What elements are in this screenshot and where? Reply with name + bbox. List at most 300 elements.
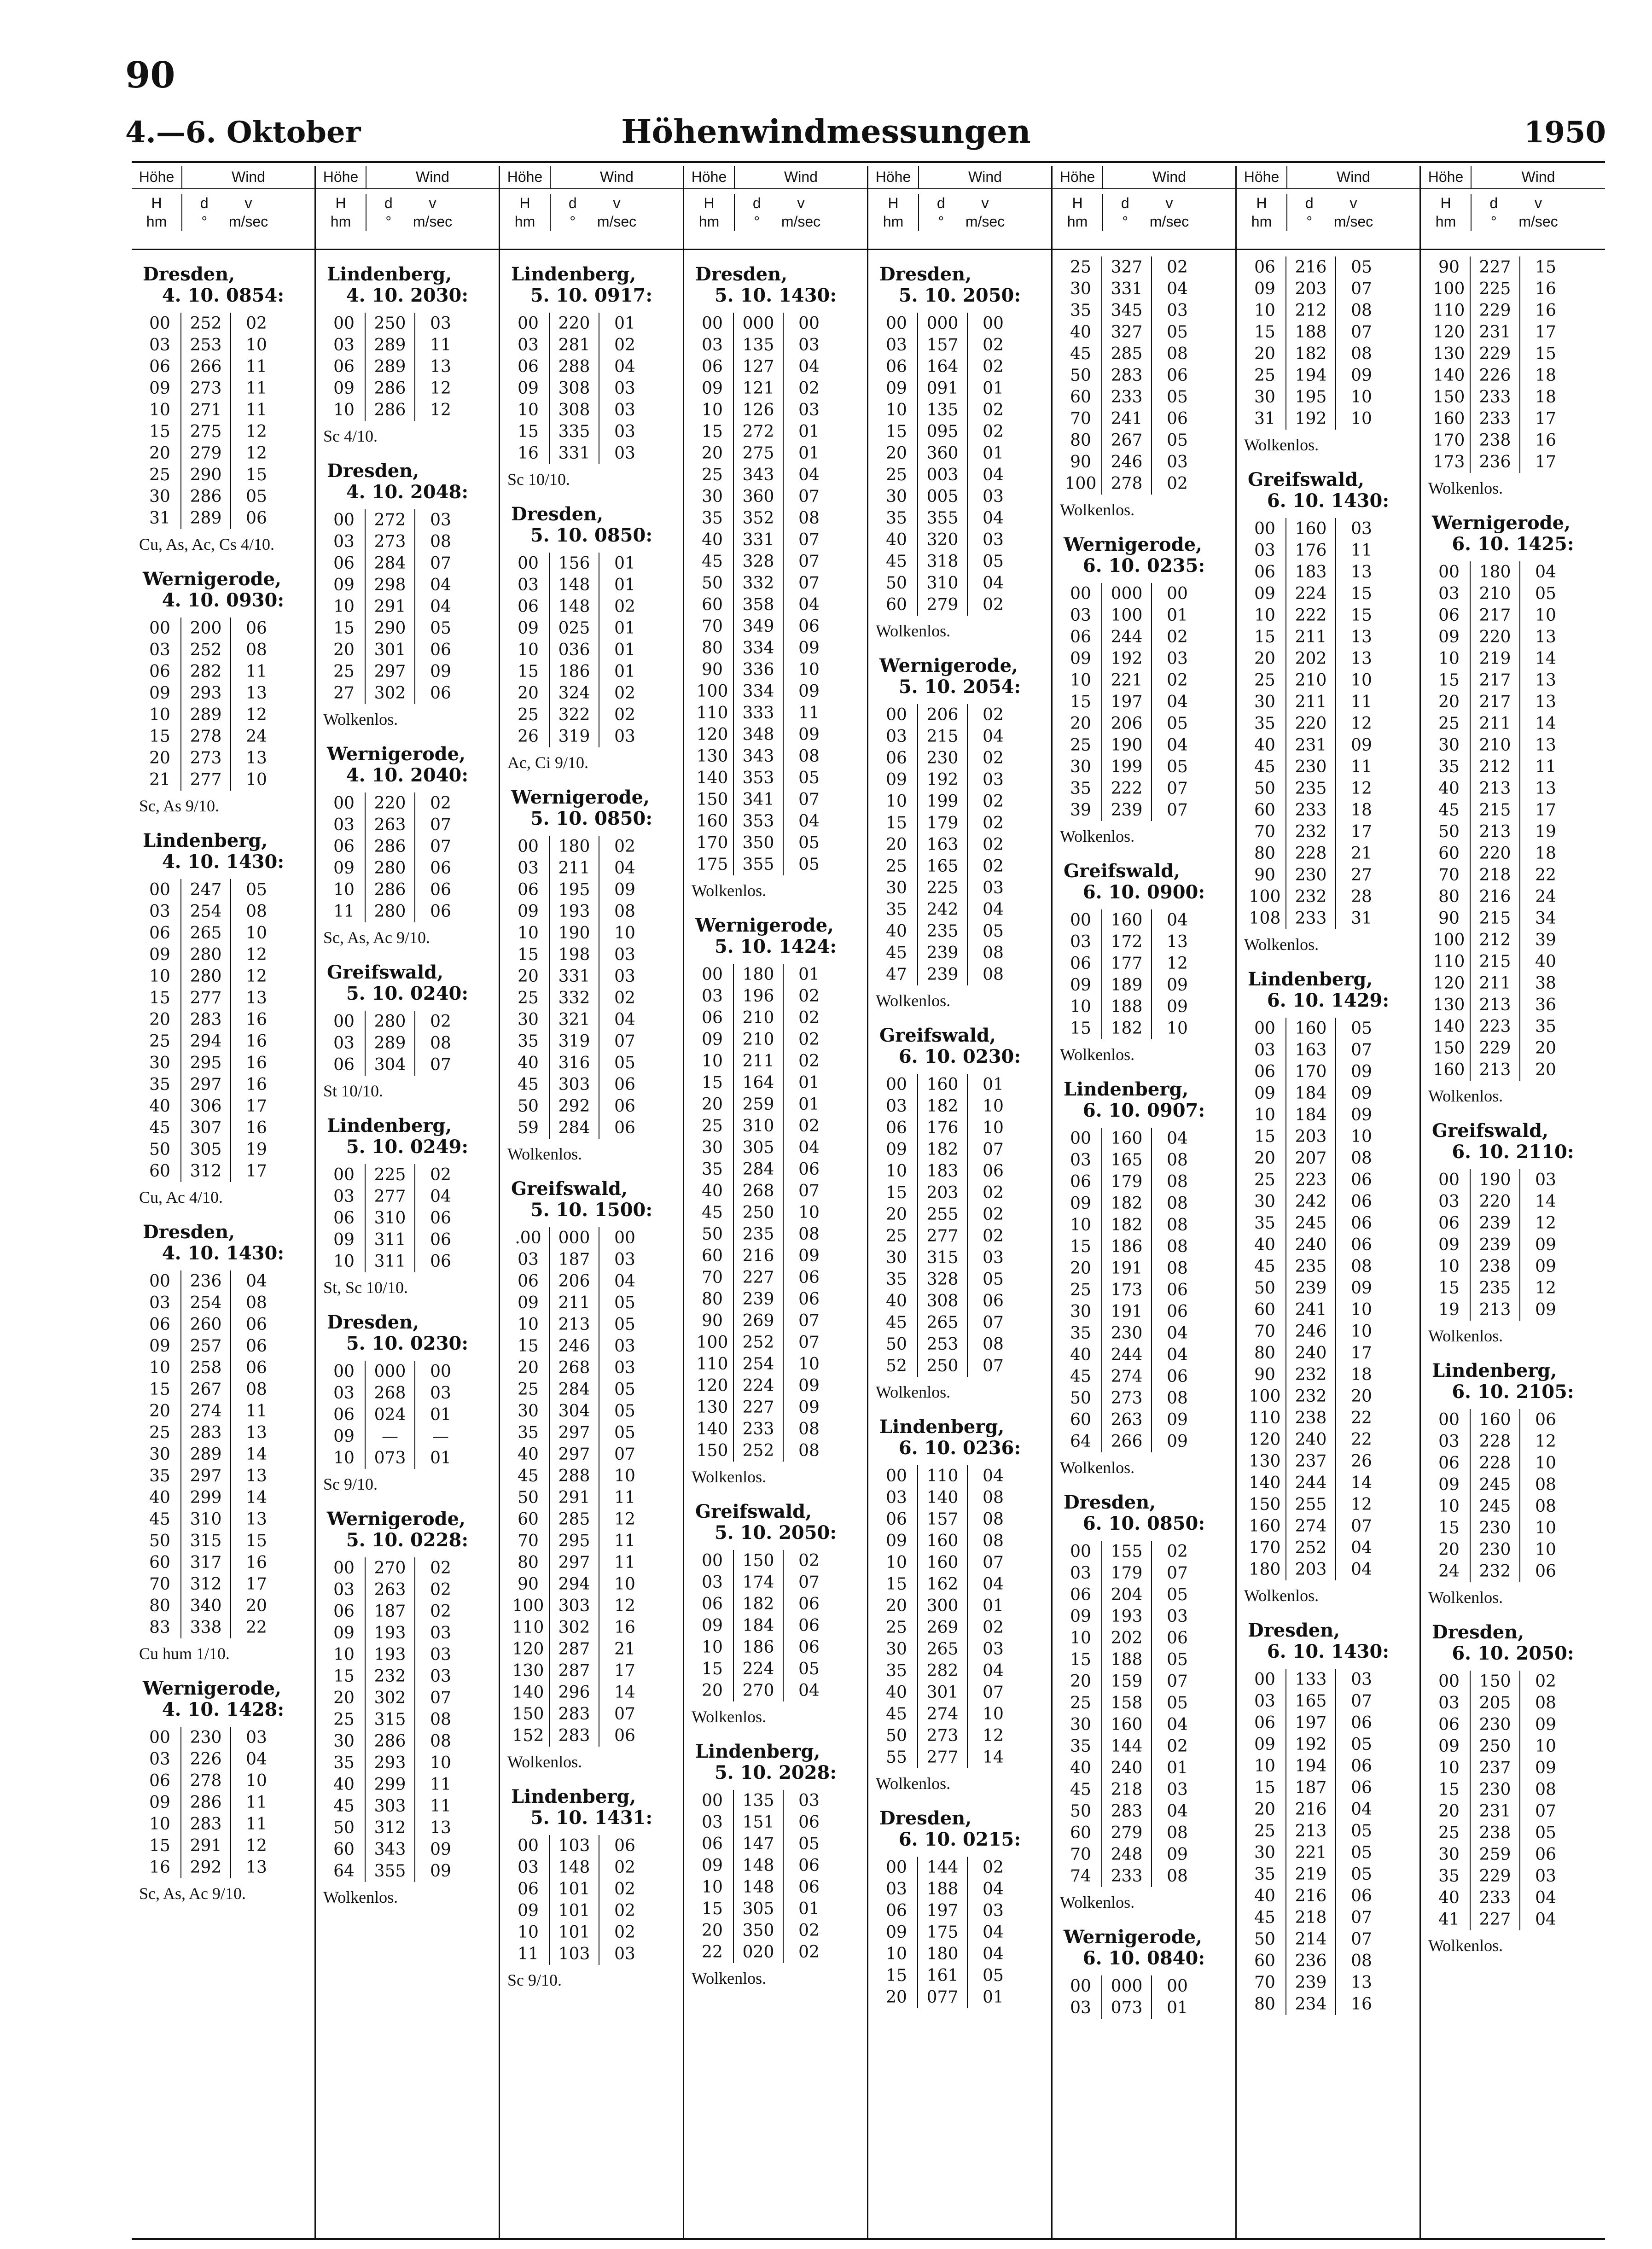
table-row [692,1137,860,1159]
speed-value: 03 [614,727,635,746]
table-row [692,1440,860,1462]
table-row [507,1943,675,1965]
direction-value: 284 [733,1159,784,1180]
height-value: 100 [1433,280,1465,298]
direction-value: 126 [733,399,784,421]
height-value: 30 [518,1010,539,1029]
direction-value: 355 [365,1860,415,1882]
speed-value: 10 [1351,409,1372,428]
direction-value: 216 [1286,1885,1336,1907]
speed-value: 02 [430,1602,451,1621]
direction-value: 242 [1286,1191,1336,1212]
table-row [1060,1822,1228,1844]
direction-value: 355 [917,507,968,529]
speed-value: 04 [614,859,635,878]
height-value: 45 [333,1797,355,1816]
height-value: 03 [886,1488,907,1507]
station-time: 5. 10. 1430: [714,285,837,306]
table-row [507,1031,675,1052]
direction-value: 193 [365,1622,415,1644]
speed-value: 17 [246,1162,267,1181]
direction-value: 315 [917,1247,968,1269]
table-row [876,443,1044,464]
speed-value: 12 [614,1510,635,1529]
height-value: 25 [1070,258,1091,277]
station-heading [323,264,491,306]
height-value: 00 [886,1467,907,1486]
table-row [139,1444,307,1465]
direction-value: 311 [365,1251,415,1272]
table-row [1060,1757,1228,1779]
direction-value: 268 [365,1382,415,1404]
height-value: 15 [1254,1127,1275,1146]
data-rows [1428,561,1598,1081]
direction-value: 192 [917,769,968,791]
direction-value: 267 [1101,430,1152,451]
speed-value: 02 [614,1880,635,1899]
column-header [316,166,499,250]
height-value: 09 [886,1140,907,1159]
station-heading [323,1115,491,1158]
speed-value: 04 [246,1750,267,1769]
table-row [507,618,675,639]
station-heading [139,1222,307,1264]
direction-value: 301 [917,1682,968,1703]
height-value: 09 [149,684,170,703]
direction-value: 254 [180,901,231,922]
speed-value: 10 [614,924,635,943]
direction-value: 211 [1470,713,1520,734]
table-row [1428,1671,1598,1692]
direction-value: 183 [917,1160,968,1182]
station-heading [876,1416,1044,1459]
table-row [139,1074,307,1095]
direction-value: 229 [1470,1865,1520,1887]
speed-value: 12 [1167,954,1188,973]
direction-value: 297 [549,1552,599,1573]
table-row [692,1310,860,1332]
table-row [692,464,860,486]
height-value: 25 [518,705,539,724]
table-row [507,1835,675,1857]
speed-value: 40 [1535,952,1556,971]
table-row [1244,1777,1412,1799]
height-value: 30 [886,487,907,506]
direction-value: 331 [1101,278,1152,300]
table-row [692,594,860,616]
speed-value: 28 [1351,887,1372,906]
direction-value: 298 [365,574,415,596]
direction-value: 278 [1101,473,1152,495]
height-value: 00 [1254,1019,1275,1038]
direction-value: 215 [1470,908,1520,929]
speed-value: 15 [1351,584,1372,603]
direction-value: 265 [917,1638,968,1660]
speed-value: 04 [798,357,820,376]
data-rows [507,1227,675,1747]
direction-value: 286 [180,1792,231,1813]
speed-value: 05 [1351,1019,1372,1038]
table-row [1244,1256,1412,1277]
direction-value: 210 [733,1007,784,1029]
speed-value: 01 [798,965,820,984]
speed-value: 11 [430,1797,451,1816]
table-row [1244,1342,1412,1364]
table-row [1428,605,1598,626]
table-row [323,879,491,901]
direction-value: 235 [917,921,968,942]
speed-value: 05 [1351,1822,1372,1841]
header-h: H hm [1053,194,1103,231]
header-wind: Wind [416,169,449,185]
speed-value: 09 [1535,1715,1556,1734]
cloud-note: Wolkenlos. [1244,935,1319,954]
height-value: 40 [702,530,723,549]
speed-value: 01 [1167,1759,1188,1777]
height-value: 25 [1070,1694,1091,1713]
height-value: 03 [333,336,355,355]
speed-value: 11 [246,1402,267,1421]
header-d: d ° [1121,195,1129,230]
height-value: 25 [1254,1822,1275,1841]
table-row [507,553,675,574]
height-value: 06 [333,554,355,573]
height-value: 35 [149,1075,170,1094]
station-heading [507,787,675,829]
cloud-note: Wolkenlos. [876,1383,951,1401]
height-value: 10 [702,1878,723,1897]
speed-value: 10 [614,1467,635,1486]
header-v: v m/sec [597,195,637,230]
height-value: 120 [1433,323,1465,342]
table-row [876,572,1044,594]
height-value: 60 [1438,844,1460,863]
station-time: 6. 10. 0230: [898,1046,1021,1067]
height-value: 80 [702,1290,723,1309]
station-time: 5. 10. 1431: [530,1807,653,1829]
table-row [507,1270,675,1292]
table-row [1428,821,1598,843]
speed-value: 12 [246,705,267,724]
speed-value: 08 [246,1380,267,1399]
direction-value: 240 [1286,1234,1336,1256]
speed-value: 06 [1535,1562,1556,1581]
direction-value: 231 [1286,734,1336,756]
height-value: 45 [149,1510,170,1529]
direction-value: 230 [180,1727,231,1748]
height-value: 15 [702,422,723,441]
height-value: 175 [696,855,728,874]
direction-value: 300 [917,1595,968,1617]
direction-value: 211 [733,1050,784,1072]
speed-value: 07 [1351,1930,1372,1949]
speed-value: 09 [1167,976,1188,995]
direction-value: 239 [1286,1972,1336,1993]
height-value: 09 [702,1856,723,1875]
data-rows [323,1011,491,1076]
direction-value: 184 [1286,1083,1336,1104]
speed-value: 02 [983,595,1004,614]
direction-value: 252 [180,639,231,661]
direction-value: 199 [1101,756,1152,778]
speed-value: 06 [798,1856,820,1875]
direction-value: 220 [1470,1191,1520,1212]
speed-value: 09 [798,725,820,744]
station-heading [1428,1120,1598,1163]
table-row [139,1379,307,1400]
direction-value: 237 [1470,1757,1520,1779]
direction-value: 182 [1101,1193,1152,1214]
direction-value: 260 [180,1314,231,1335]
table-row [1060,1301,1228,1323]
data-rows [876,313,1044,616]
speed-value: 04 [983,1467,1004,1486]
table-row [876,1182,1044,1204]
table-column [132,166,316,2238]
direction-value: 182 [917,1095,968,1117]
speed-value: 03 [798,401,820,420]
direction-value: 220 [365,792,415,814]
table-row [1244,540,1412,561]
speed-value: 13 [246,749,267,768]
header-row-1 [500,166,683,189]
direction-value: 215 [1470,951,1520,973]
table-row [1060,1584,1228,1606]
station-name: Lindenberg, [327,1115,452,1136]
direction-value: 135 [733,1790,784,1812]
data-rows [323,792,491,922]
table-row [323,857,491,879]
station-name: Greifswald, [879,1025,996,1046]
height-value: 15 [1070,693,1091,711]
header-row-1 [1421,166,1605,189]
height-value: 30 [1254,693,1275,711]
speed-value: 08 [1535,1694,1556,1713]
direction-value: 252 [733,1332,784,1353]
speed-value: 08 [1351,301,1372,320]
table-row [1060,1627,1228,1649]
height-value: 10 [1070,671,1091,690]
table-row [1428,886,1598,908]
speed-value: 18 [1535,388,1556,407]
height-value: 15 [1254,323,1275,342]
speed-value: 03 [1167,301,1188,320]
direction-value: 303 [549,1074,599,1095]
speed-value: 06 [1167,409,1188,428]
speed-value: 06 [1351,1214,1372,1233]
direction-value: 280 [365,1011,415,1032]
height-value: 110 [1433,301,1465,320]
column-header [1053,166,1235,250]
direction-value: 288 [549,1465,599,1487]
height-value: 90 [1254,866,1275,885]
height-value: 45 [886,552,907,571]
table-row [323,1795,491,1817]
table-row [139,769,307,791]
station-time: 4. 10. 2040: [346,764,469,786]
table-row [876,1595,1044,1617]
speed-value: 10 [1535,1737,1556,1756]
speed-value: 10 [246,1771,267,1790]
direction-value: 192 [1286,1734,1336,1755]
speed-value: 03 [430,1624,451,1643]
height-value: 06 [702,1595,723,1614]
direction-value: 151 [733,1812,784,1833]
direction-value: 280 [180,966,231,987]
table-row [507,421,675,443]
direction-value: 194 [1286,1755,1336,1777]
height-value: 40 [149,1488,170,1507]
table-row [323,901,491,922]
height-value: 50 [333,1818,355,1837]
table-row [692,1180,860,1202]
table-row [1244,1799,1412,1820]
table-row [139,639,307,661]
height-value: 30 [149,487,170,506]
direction-value: 091 [917,378,968,399]
table-row [323,1579,491,1601]
speed-value: 07 [798,574,820,593]
station-heading [323,1509,491,1551]
direction-value: 159 [1101,1671,1152,1692]
table-row [692,421,860,443]
height-value: 09 [333,859,355,878]
table-row [139,356,307,378]
direction-value: 255 [917,1204,968,1225]
table-row [139,507,307,529]
direction-value: 274 [180,1400,231,1422]
direction-value: 340 [180,1595,231,1617]
station-name: Lindenberg, [879,1416,1005,1438]
direction-value: 244 [1101,1344,1152,1366]
speed-value: 15 [1535,344,1556,363]
table-row [692,486,860,507]
station-heading [323,962,491,1004]
height-value: 40 [1254,1887,1275,1905]
direction-value: 247 [180,879,231,901]
height-value: 10 [333,1252,355,1271]
table-column [868,166,1053,2238]
speed-value: 02 [1167,1542,1188,1561]
height-value: 06 [886,1119,907,1137]
direction-value: 239 [1470,1212,1520,1234]
table-row [1244,1148,1412,1169]
height-value: 130 [1433,344,1465,363]
height-value: 20 [1438,1802,1460,1821]
height-value: 10 [333,597,355,616]
table-row [876,747,1044,769]
header-hoehe: Höhe [1421,166,1472,188]
speed-value: 07 [614,1032,635,1051]
direction-value: 248 [1101,1844,1152,1865]
table-row [507,901,675,922]
table-row [507,987,675,1009]
height-value: 45 [1254,1908,1275,1927]
speed-value: 10 [1351,1322,1372,1341]
speed-value: 06 [1351,1713,1372,1732]
table-row [692,1833,860,1855]
table-row [1244,1169,1412,1191]
speed-value: 03 [1167,1607,1188,1626]
direction-value: 277 [917,1747,968,1768]
table-row [876,856,1044,877]
direction-value: 236 [180,1270,231,1292]
table-row [1244,1386,1412,1407]
direction-value: 133 [1286,1669,1336,1690]
direction-value: 308 [549,399,599,421]
speed-value: 04 [983,1880,1004,1899]
table-row [507,1052,675,1074]
height-value: 09 [1254,1735,1275,1754]
speed-value: 13 [246,1858,267,1877]
table-row [1244,518,1412,540]
table-row [139,1335,307,1357]
table-row [692,1790,860,1812]
height-value: 06 [149,662,170,681]
table-row [1060,343,1228,365]
speed-value: 09 [1167,1410,1188,1429]
speed-value: 12 [246,1836,267,1855]
table-row [139,1422,307,1444]
height-value: 10 [518,924,539,943]
table-row [876,1857,1044,1878]
table-row [139,1857,307,1878]
direction-value: 140 [917,1487,968,1509]
table-row [876,1573,1044,1595]
height-value: 110 [512,1618,544,1637]
speed-value: 16 [246,1553,267,1572]
table-row [139,944,307,966]
direction-value: 266 [180,356,231,378]
speed-value: 00 [1167,584,1188,603]
table-row [692,659,860,681]
direction-value: 195 [1286,386,1336,408]
speed-value: 10 [246,924,267,943]
direction-value: 283 [1101,1800,1152,1822]
height-value: 40 [702,1182,723,1200]
direction-value: 229 [1470,300,1520,321]
direction-value: 360 [733,486,784,507]
height-value: 06 [518,1272,539,1291]
table-row [1060,1366,1228,1387]
table-row [692,1680,860,1701]
station-name: Greifswald, [1064,860,1181,882]
speed-value: 22 [1351,1430,1372,1449]
direction-value: 213 [549,1314,599,1335]
speed-value: 13 [246,1467,267,1486]
speed-value: 01 [983,1596,1004,1615]
direction-value: 207 [1286,1148,1336,1169]
table-row [1428,843,1598,864]
direction-value: 200 [180,618,231,639]
direction-value: 304 [365,1054,415,1076]
table-row [507,639,675,661]
station-heading [139,264,307,306]
height-value: 00 [333,794,355,813]
speed-value: 07 [983,1357,1004,1375]
table-row [692,1353,860,1375]
height-value: 03 [1070,1998,1091,2017]
height-value: 25 [333,1710,355,1729]
table-row [876,1943,1044,1965]
speed-value: 02 [798,1052,820,1071]
table-row [1244,1299,1412,1321]
table-row [692,1593,860,1615]
station-time: 6. 10. 1429: [1267,990,1390,1011]
height-value: 50 [1070,366,1091,385]
direction-value: 273 [180,747,231,769]
direction-value: 219 [1286,1864,1336,1885]
